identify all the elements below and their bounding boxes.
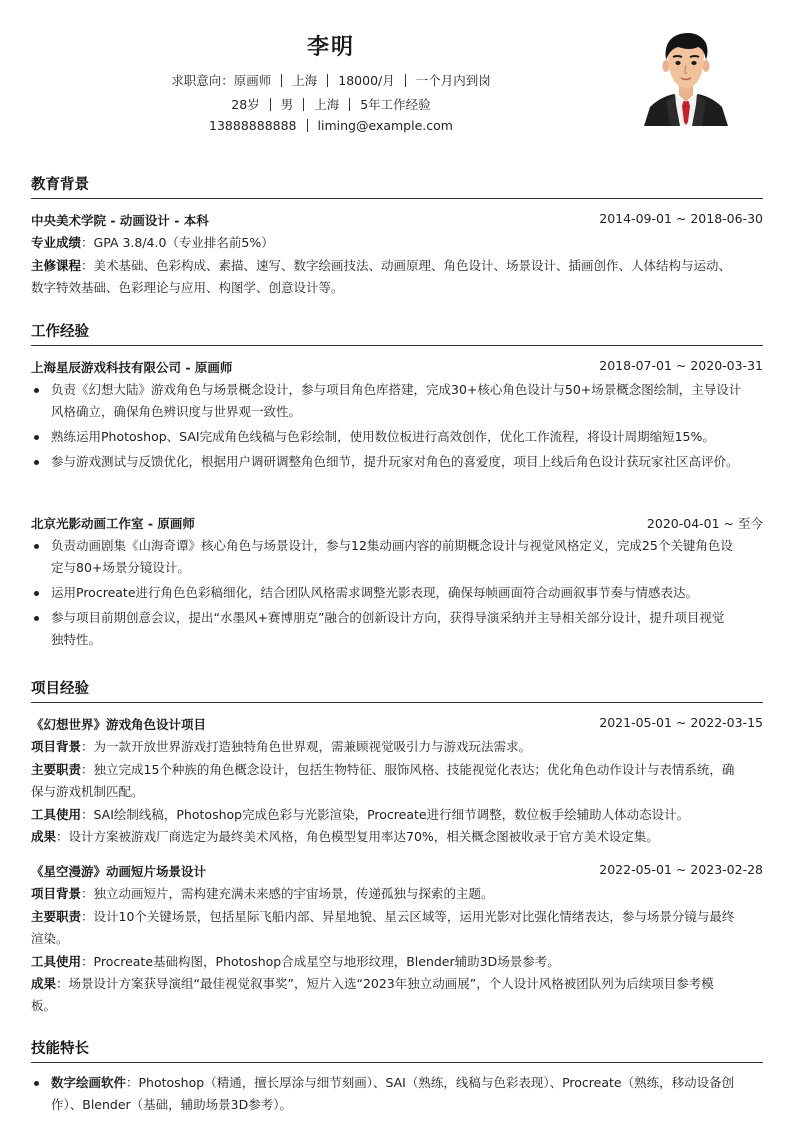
job-company-title: 北京光影动画工作室 - 原画师 — [31, 516, 195, 531]
row-label: 成果 — [31, 829, 57, 844]
separator — [327, 74, 328, 87]
skill-text: ：Photoshop（精通，擅长厚涂与细节刻画）、SAI（熟练，线稿与色彩表现）、Procreate（熟练，移动设备创 — [126, 1075, 735, 1090]
list-item — [31, 426, 763, 448]
project-entry-head — [31, 862, 763, 880]
project-row — [31, 883, 763, 905]
job-date: 2020-04-01 ~ 至今 — [646, 516, 763, 531]
work-section — [31, 320, 763, 660]
bullet-text: 运用Procreate进行角色色彩稿细化，结合团队风格需求调整光影表现，确保每帧画面符合动画叙事节奏与情感表达。 — [51, 585, 699, 600]
row-label: 成果 — [31, 976, 57, 991]
project-row — [31, 906, 763, 928]
row-text: ：Procreate基础构图，Photoshop合成星空与地形纹理，Blender辅助3D场景参考。 — [81, 954, 560, 969]
project-date: 2021-05-01 ~ 2022-03-15 — [599, 715, 763, 730]
project-row — [31, 826, 763, 848]
project-entry-head — [31, 715, 763, 733]
job-entry-head — [31, 358, 763, 376]
job-city: 上海 — [292, 73, 318, 88]
skill-label: 数字绘画软件 — [51, 1075, 127, 1090]
bullet-text: 参与项目前期创意会议，提出“水墨风+赛博朋克”融合的创新设计方向，获得导演采纳并主导相关部分设计，提升项目视觉 — [51, 610, 725, 625]
row-text: ：设计方案被游戏厂商选定为最终美术风格，角色模型复用率达70%，相关概念图被收录于官方美术设定集。 — [56, 829, 659, 844]
row-text: ：设计10个关键场景，包括星际飞船内部、异星地貌、星云区域等，运用光影对比强化情绪表达，参与场景分镜与最终 — [81, 909, 735, 924]
section-title-skills: 技能特长 — [31, 1037, 763, 1063]
row-label: 项目背景 — [31, 886, 82, 901]
job-bullets — [31, 379, 763, 473]
avatar — [640, 27, 732, 126]
row-label: 工具使用 — [31, 954, 82, 969]
skill-text-cont: 作）、Blender（基础，辅助场景3D参考）。 — [51, 1097, 293, 1112]
job-company-title: 上海星辰游戏科技有限公司 - 原画师 — [31, 360, 233, 375]
availability: 一个月内到岗 — [415, 73, 491, 88]
separator — [303, 98, 304, 111]
resume-header — [0, 0, 794, 150]
list-item — [31, 535, 763, 579]
project-row — [31, 759, 763, 781]
list-item — [31, 582, 763, 604]
project-row — [31, 973, 763, 995]
bullet-text: 风格确立，确保角色辨识度与世界观一致性。 — [51, 404, 302, 419]
list-item — [31, 607, 763, 651]
row-label: 项目背景 — [31, 739, 82, 754]
experience-years: 5年工作经验 — [360, 97, 431, 112]
skills-section — [31, 1037, 763, 1121]
separator — [281, 74, 282, 87]
gpa-text: ：GPA 3.8/4.0（专业排名前5%） — [81, 235, 274, 250]
project-row — [31, 804, 763, 826]
education-entry-head — [31, 211, 763, 229]
projects-section — [31, 677, 763, 1027]
contact-line — [0, 118, 662, 133]
courses-line — [31, 255, 763, 277]
job-intent-line — [0, 71, 662, 89]
personal-info-line — [0, 95, 662, 113]
school-degree: 中央美术学院 - 动画设计 - 本科 — [31, 213, 209, 228]
bullet-text: 定与80+场景分镜设计。 — [51, 560, 190, 575]
separator — [405, 74, 406, 87]
job-entry-head — [31, 514, 763, 532]
gender: 男 — [280, 97, 294, 112]
email[interactable]: liming@example.com — [317, 118, 453, 133]
list-item — [31, 451, 763, 473]
location: 上海 — [314, 97, 340, 112]
project-row — [31, 736, 763, 758]
row-label: 主要职责 — [31, 762, 82, 777]
list-item — [31, 1072, 763, 1116]
expected-salary: 18000/月 — [338, 73, 395, 88]
bullet-text: 负责《幻想大陆》游戏角色与场景概念设计，参与项目角色库搭建，完成30+核心角色设计与50+场景概念图绘制，主导设计 — [51, 382, 742, 397]
project-row — [31, 951, 763, 973]
job-intent: 求职意向：原画师 — [171, 73, 272, 88]
courses-line-cont: 数字特效基础、色彩理论与应用、构图学、创意设计等。 — [31, 280, 344, 295]
row-text: ：独立完成15个种族的角色概念设计，包括生物特征、服饰风格、技能视觉化表达；优化角色动作设计与表情系统，确 — [81, 762, 735, 777]
list-item — [31, 379, 763, 423]
bullet-text: 熟练运用Photoshop、SAI完成角色线稿与色彩绘制，使用数位板进行高效创作，优化工作流程，将设计周期缩短15%。 — [51, 429, 715, 444]
section-title-work: 工作经验 — [31, 320, 763, 346]
bullet-text: 负责动画剧集《山海奇谭》核心角色与场景设计，参与12集动画内容的前期概念设计与视觉风格定义，完成25个关键角色设 — [51, 538, 733, 553]
candidate-name: 李明 — [306, 35, 355, 60]
row-text: ：为一款开放世界游戏打造独特角色世界观，需兼顾视觉吸引力与游戏玩法需求。 — [81, 739, 532, 754]
project-date: 2022-05-01 ~ 2023-02-28 — [599, 862, 763, 877]
bullet-text: 独特性。 — [51, 632, 102, 647]
separator — [349, 98, 350, 111]
avatar-illustration-icon — [640, 27, 732, 126]
gpa-label: 专业成绩 — [31, 235, 82, 250]
separator — [307, 119, 308, 132]
bullet-text: 参与游戏测试与反馈优化，根据用户调研调整角色细节，提升玩家对角色的喜爱度，项目上线后角色设计获玩家社区高评价。 — [51, 454, 739, 469]
project-name: 《幻想世界》游戏角色设计项目 — [31, 717, 207, 732]
project-row-cont: 保与游戏机制匹配。 — [31, 784, 144, 799]
project-row-cont: 渲染。 — [31, 931, 69, 946]
separator — [270, 98, 271, 111]
gpa-line — [31, 232, 763, 254]
section-title-education: 教育背景 — [31, 173, 763, 199]
project-name: 《星空漫游》动画短片场景设计 — [31, 864, 207, 879]
row-label: 工具使用 — [31, 807, 82, 822]
job-bullets — [31, 535, 763, 651]
row-text: ：独立动画短片，需构建充满未来感的宇宙场景，传递孤独与探索的主题。 — [81, 886, 494, 901]
courses-text: ：美术基础、色彩构成、素描、速写、数字绘画技法、动画原理、角色设计、场景设计、插画创作、人体结构与运动、 — [81, 258, 732, 273]
section-title-projects: 项目经验 — [31, 677, 763, 703]
education-date: 2014-09-01 ~ 2018-06-30 — [599, 211, 763, 226]
row-label: 主要职责 — [31, 909, 82, 924]
project-row-cont: 板。 — [31, 998, 57, 1013]
courses-label: 主修课程 — [31, 258, 82, 273]
row-text: ：SAI绘制线稿，Photoshop完成色彩与光影渲染，Procreate进行细节调整，数位板手绘辅助人体动态设计。 — [81, 807, 690, 822]
skills-bullets — [31, 1072, 763, 1116]
phone[interactable]: 13888888888 — [209, 118, 297, 133]
job-date: 2018-07-01 ~ 2020-03-31 — [599, 358, 763, 373]
education-section — [31, 173, 763, 303]
row-text: ：场景设计方案获导演组“最佳视觉叙事奖”，短片入选“2023年独立动画展”，个人设计风格被团队列为后续项目参考模 — [56, 976, 714, 991]
age: 28岁 — [231, 97, 260, 112]
